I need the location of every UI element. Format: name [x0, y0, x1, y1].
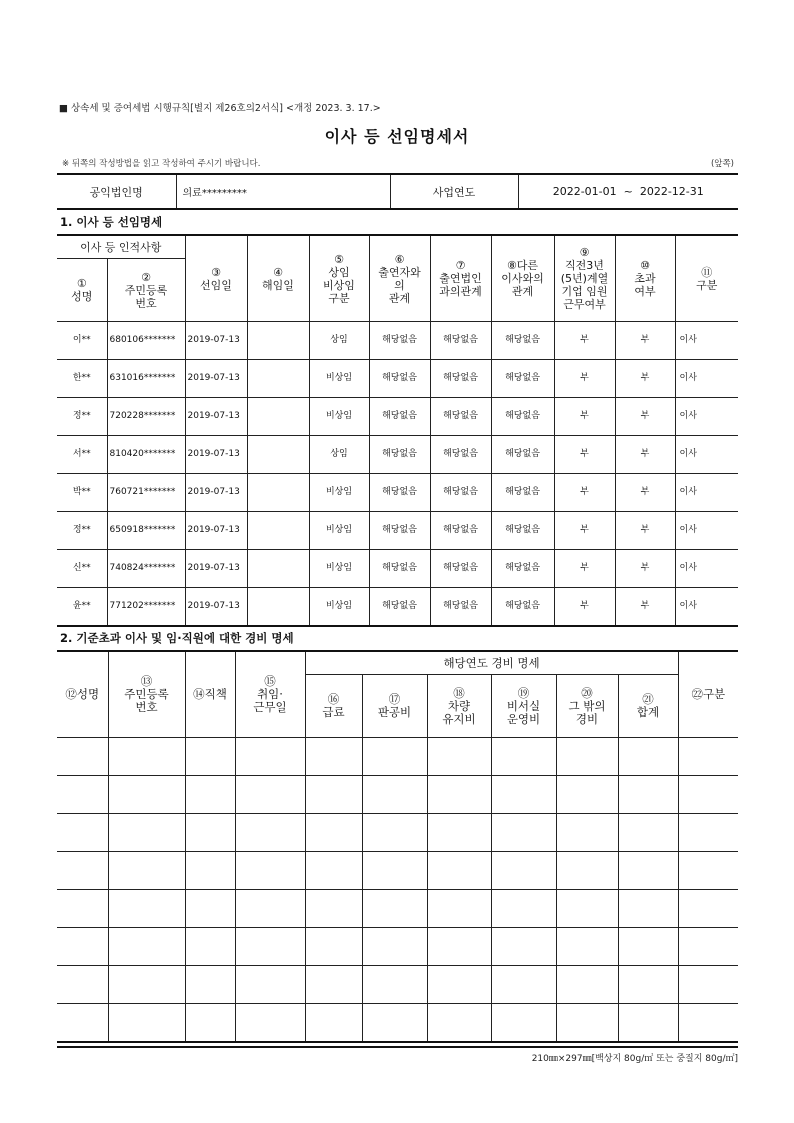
expense-table	[57, 650, 738, 1043]
cell-fulltime-type: 비상임	[309, 398, 369, 436]
empty-cell	[491, 928, 556, 966]
header-name: ① 성명	[57, 259, 107, 322]
cell-affiliate-officer: 부	[554, 474, 615, 512]
empty-cell	[108, 1004, 185, 1043]
cell-dismissed-date	[247, 322, 309, 360]
empty-cell	[305, 966, 362, 1004]
table-row	[57, 322, 738, 360]
empty-cell	[556, 928, 618, 966]
empty-cell	[678, 928, 738, 966]
empty-cell	[185, 852, 235, 890]
cell-resident-number: 680106*******	[107, 322, 185, 360]
empty-cell	[235, 890, 305, 928]
table-row	[57, 550, 738, 588]
empty-row	[57, 738, 738, 776]
empty-cell	[108, 852, 185, 890]
page-title: 이사 등 선임명세서	[324, 127, 470, 146]
cell-name: 이**	[57, 322, 107, 360]
cell-dismissed-date	[247, 550, 309, 588]
header-exp-category: ㉒구분	[678, 651, 738, 738]
empty-cell	[108, 966, 185, 1004]
empty-cell	[362, 890, 427, 928]
cell-resident-number: 740824*******	[107, 550, 185, 588]
instruction-note: ※ 뒤쪽의 작성방법을 읽고 작성하여 주시기 바랍니다.	[62, 159, 261, 169]
empty-cell	[427, 852, 491, 890]
cell-corp-relation: 해당없음	[430, 398, 491, 436]
cell-fulltime-type: 상임	[309, 322, 369, 360]
empty-cell	[235, 852, 305, 890]
table-row	[57, 436, 738, 474]
cell-resident-number: 760721*******	[107, 474, 185, 512]
header-fulltime: ⑤ 상임 비상임 구분	[309, 235, 369, 322]
cell-donor-relation: 해당없음	[369, 398, 430, 436]
cell-category: 이사	[675, 588, 738, 627]
header-donor-relation: ⑥ 출연자와 의 관계	[369, 235, 430, 322]
cell-excess: 부	[615, 360, 675, 398]
empty-cell	[305, 890, 362, 928]
empty-cell	[491, 890, 556, 928]
cell-donor-relation: 해당없음	[369, 512, 430, 550]
empty-row	[57, 966, 738, 1004]
empty-cell	[57, 852, 108, 890]
cell-excess: 부	[615, 550, 675, 588]
cell-donor-relation: 해당없음	[369, 322, 430, 360]
cell-donor-relation: 해당없음	[369, 436, 430, 474]
director-appointment-table	[57, 234, 738, 627]
cell-excess: 부	[615, 512, 675, 550]
cell-resident-number: 720228*******	[107, 398, 185, 436]
cell-excess: 부	[615, 322, 675, 360]
cell-director-relation: 해당없음	[491, 550, 554, 588]
corporation-info-table	[57, 173, 738, 210]
empty-cell	[491, 852, 556, 890]
cell-corp-relation: 해당없음	[430, 436, 491, 474]
empty-cell	[235, 928, 305, 966]
empty-cell	[678, 738, 738, 776]
empty-cell	[185, 738, 235, 776]
header-appointed: ③ 선임일	[185, 235, 247, 322]
empty-cell	[556, 966, 618, 1004]
empty-cell	[618, 928, 678, 966]
cell-name: 박**	[57, 474, 107, 512]
empty-cell	[108, 814, 185, 852]
cell-fulltime-type: 비상임	[309, 550, 369, 588]
cell-appointed-date: 2019-07-13	[185, 398, 247, 436]
paper-spec: 210㎜×297㎜[백상지 80g/㎡ 또는 중질지 80g/㎡]	[531, 1054, 738, 1064]
empty-cell	[235, 776, 305, 814]
cell-category: 이사	[675, 436, 738, 474]
cell-appointed-date: 2019-07-13	[185, 322, 247, 360]
cell-dismissed-date	[247, 588, 309, 627]
empty-row	[57, 776, 738, 814]
empty-cell	[491, 738, 556, 776]
header-vehicle: ⑱ 차량 유지비	[427, 675, 491, 738]
header-total: ㉑ 합계	[618, 675, 678, 738]
empty-row	[57, 852, 738, 890]
empty-cell	[305, 1004, 362, 1043]
cell-director-relation: 해당없음	[491, 588, 554, 627]
cell-resident-number: 631016*******	[107, 360, 185, 398]
empty-cell	[427, 1004, 491, 1043]
empty-cell	[678, 1004, 738, 1043]
header-resident-number: ② 주민등록 번호	[107, 259, 185, 322]
empty-cell	[618, 814, 678, 852]
cell-director-relation: 해당없음	[491, 360, 554, 398]
empty-cell	[491, 814, 556, 852]
cell-category: 이사	[675, 398, 738, 436]
cell-resident-number: 650918*******	[107, 512, 185, 550]
cell-category: 이사	[675, 550, 738, 588]
fiscal-year-value: 2022-01-01 ~ 2022-12-31	[518, 174, 738, 209]
empty-cell	[491, 1004, 556, 1043]
expense-group-header: 해당연도 경비 명세	[305, 651, 678, 675]
header-exp-resident-number: ⑬ 주민등록 번호	[108, 651, 185, 738]
empty-cell	[185, 776, 235, 814]
empty-cell	[618, 890, 678, 928]
empty-cell	[57, 890, 108, 928]
empty-cell	[185, 1004, 235, 1043]
table-row	[57, 398, 738, 436]
empty-cell	[556, 776, 618, 814]
empty-cell	[556, 1004, 618, 1043]
empty-cell	[427, 890, 491, 928]
empty-cell	[556, 738, 618, 776]
cell-director-relation: 해당없음	[491, 436, 554, 474]
cell-affiliate-officer: 부	[554, 436, 615, 474]
cell-appointed-date: 2019-07-13	[185, 474, 247, 512]
empty-cell	[57, 814, 108, 852]
cell-name: 신**	[57, 550, 107, 588]
cell-name: 윤**	[57, 588, 107, 627]
personal-info-group-header: 이사 등 인적사항	[57, 235, 185, 259]
empty-cell	[362, 1004, 427, 1043]
empty-cell	[305, 738, 362, 776]
empty-cell	[305, 776, 362, 814]
header-exp-start-date: ⑮ 취임· 근무일	[235, 651, 305, 738]
cell-dismissed-date	[247, 436, 309, 474]
empty-cell	[678, 814, 738, 852]
cell-appointed-date: 2019-07-13	[185, 512, 247, 550]
empty-cell	[108, 890, 185, 928]
empty-cell	[678, 966, 738, 1004]
cell-excess: 부	[615, 436, 675, 474]
footer-rule	[57, 1046, 738, 1048]
cell-affiliate-officer: 부	[554, 360, 615, 398]
empty-cell	[362, 966, 427, 1004]
cell-name: 한**	[57, 360, 107, 398]
empty-cell	[235, 966, 305, 1004]
cell-corp-relation: 해당없음	[430, 360, 491, 398]
cell-director-relation: 해당없음	[491, 398, 554, 436]
empty-row	[57, 890, 738, 928]
empty-cell	[108, 738, 185, 776]
cell-name: 서**	[57, 436, 107, 474]
empty-cell	[618, 1004, 678, 1043]
cell-appointed-date: 2019-07-13	[185, 588, 247, 627]
empty-cell	[305, 814, 362, 852]
empty-cell	[362, 738, 427, 776]
table-row	[57, 474, 738, 512]
cell-corp-relation: 해당없음	[430, 474, 491, 512]
empty-cell	[427, 814, 491, 852]
header-other-expense: ⑳ 그 밖의 경비	[556, 675, 618, 738]
cell-excess: 부	[615, 474, 675, 512]
corp-name-value: 의료*********	[176, 174, 390, 209]
header-salary: ⑯ 급료	[305, 675, 362, 738]
cell-name: 정**	[57, 398, 107, 436]
empty-cell	[57, 966, 108, 1004]
empty-cell	[185, 814, 235, 852]
header-corp-relation: ⑦ 출연법인 과의관계	[430, 235, 491, 322]
empty-cell	[57, 738, 108, 776]
cell-corp-relation: 해당없음	[430, 588, 491, 627]
header-affiliate-officer: ⑨ 직전3년 (5년)계열 기업 임원 근무여부	[554, 235, 615, 322]
empty-cell	[57, 776, 108, 814]
cell-category: 이사	[675, 360, 738, 398]
cell-dismissed-date	[247, 512, 309, 550]
fiscal-year-label: 사업연도	[390, 174, 518, 209]
cell-affiliate-officer: 부	[554, 550, 615, 588]
cell-affiliate-officer: 부	[554, 512, 615, 550]
cell-fulltime-type: 비상임	[309, 474, 369, 512]
empty-cell	[362, 852, 427, 890]
cell-director-relation: 해당없음	[491, 322, 554, 360]
header-category: ⑪ 구분	[675, 235, 738, 322]
header-exp-position: ⑭직책	[185, 651, 235, 738]
header-entertainment: ⑰ 판공비	[362, 675, 427, 738]
empty-cell	[362, 776, 427, 814]
cell-dismissed-date	[247, 360, 309, 398]
cell-corp-relation: 해당없음	[430, 550, 491, 588]
cell-donor-relation: 해당없음	[369, 550, 430, 588]
table-row	[57, 588, 738, 627]
cell-corp-relation: 해당없음	[430, 512, 491, 550]
cell-fulltime-type: 비상임	[309, 512, 369, 550]
empty-cell	[235, 814, 305, 852]
cell-corp-relation: 해당없음	[430, 322, 491, 360]
empty-cell	[678, 852, 738, 890]
cell-appointed-date: 2019-07-13	[185, 360, 247, 398]
empty-cell	[185, 890, 235, 928]
header-director-relation: ⑧다른 이사와의 관계	[491, 235, 554, 322]
cell-excess: 부	[615, 588, 675, 627]
cell-donor-relation: 해당없음	[369, 360, 430, 398]
cell-fulltime-type: 상임	[309, 436, 369, 474]
cell-director-relation: 해당없음	[491, 474, 554, 512]
cell-category: 이사	[675, 322, 738, 360]
cell-affiliate-officer: 부	[554, 588, 615, 627]
cell-donor-relation: 해당없음	[369, 474, 430, 512]
cell-appointed-date: 2019-07-13	[185, 436, 247, 474]
header-secretary: ⑲ 비서실 운영비	[491, 675, 556, 738]
cell-affiliate-officer: 부	[554, 322, 615, 360]
empty-cell	[618, 852, 678, 890]
empty-cell	[185, 966, 235, 1004]
empty-cell	[427, 776, 491, 814]
empty-cell	[491, 966, 556, 1004]
cell-dismissed-date	[247, 474, 309, 512]
empty-cell	[556, 890, 618, 928]
empty-cell	[185, 928, 235, 966]
empty-row	[57, 814, 738, 852]
section1-title: 1. 이사 등 선임명세	[60, 215, 163, 229]
cell-category: 이사	[675, 474, 738, 512]
cell-name: 정**	[57, 512, 107, 550]
section2-title: 2. 기준초과 이사 및 임·직원에 대한 경비 명세	[60, 631, 294, 645]
empty-cell	[427, 928, 491, 966]
header-excess: ⑩ 초과 여부	[615, 235, 675, 322]
empty-row	[57, 1004, 738, 1043]
cell-director-relation: 해당없음	[491, 512, 554, 550]
empty-cell	[427, 738, 491, 776]
empty-cell	[235, 738, 305, 776]
empty-cell	[235, 1004, 305, 1043]
table-row	[57, 512, 738, 550]
empty-cell	[618, 776, 678, 814]
empty-cell	[108, 928, 185, 966]
cell-fulltime-type: 비상임	[309, 360, 369, 398]
empty-cell	[362, 928, 427, 966]
page-side-label: (앞쪽)	[710, 159, 734, 169]
cell-excess: 부	[615, 398, 675, 436]
empty-cell	[305, 928, 362, 966]
empty-cell	[427, 966, 491, 1004]
header-dismissed: ④ 해임일	[247, 235, 309, 322]
law-reference: ■ 상속세 및 증여세법 시행규칙[별지 제26호의2서식] <개정 2023. 3. 17.>	[59, 103, 381, 114]
cell-affiliate-officer: 부	[554, 398, 615, 436]
empty-cell	[678, 890, 738, 928]
empty-cell	[556, 814, 618, 852]
empty-cell	[618, 966, 678, 1004]
cell-resident-number: 771202*******	[107, 588, 185, 627]
empty-cell	[678, 776, 738, 814]
cell-category: 이사	[675, 512, 738, 550]
cell-dismissed-date	[247, 398, 309, 436]
table-row	[57, 360, 738, 398]
empty-cell	[491, 776, 556, 814]
empty-cell	[362, 814, 427, 852]
cell-fulltime-type: 비상임	[309, 588, 369, 627]
empty-row	[57, 928, 738, 966]
header-exp-name: ⑫성명	[57, 651, 108, 738]
empty-cell	[556, 852, 618, 890]
empty-cell	[305, 852, 362, 890]
cell-appointed-date: 2019-07-13	[185, 550, 247, 588]
empty-cell	[57, 928, 108, 966]
cell-resident-number: 810420*******	[107, 436, 185, 474]
empty-cell	[108, 776, 185, 814]
cell-donor-relation: 해당없음	[369, 588, 430, 627]
corp-name-label: 공익법인명	[57, 174, 176, 209]
empty-cell	[57, 1004, 108, 1043]
empty-cell	[618, 738, 678, 776]
